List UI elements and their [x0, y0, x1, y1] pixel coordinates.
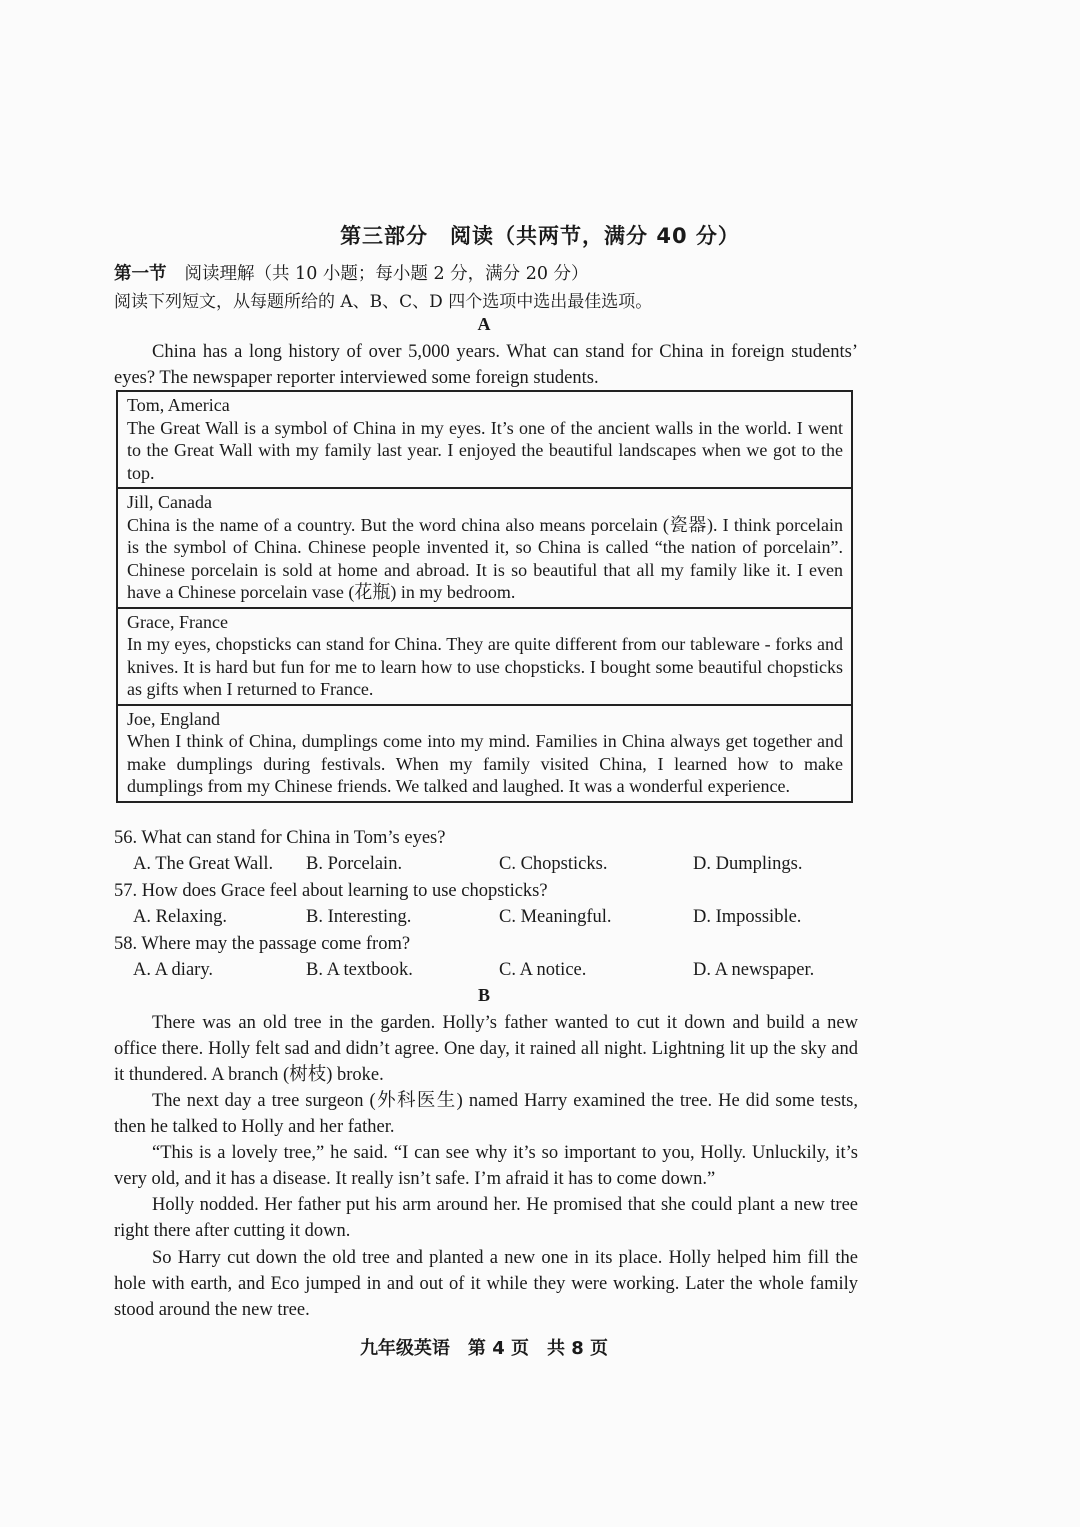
instructions: 阅读下列短文，从每题所给的 A、B、C、D 四个选项中选出最佳选项。 [114, 292, 653, 312]
paragraph-text: So Harry cut down the old tree and planted a new one in its place. Holly helped him fill the hole with earth, and Eco jumped in and out of it while they were working. Later the whole family stood around the new tree. [114, 1248, 858, 1320]
passage-b-paragraph [114, 1245, 858, 1323]
option-b[interactable]: B. A textbook. [306, 960, 413, 980]
passage-b-paragraph [114, 1140, 858, 1192]
passage-b-paragraph [114, 1192, 858, 1244]
paragraph-text: There was an old tree in the garden. Holly’s father wanted to cut it down and build a new office there. Holly felt sad and didn’t agree. One day, it rained all night. Lightning lit up the sky and it thundered. A branch (树枝) broke. [114, 1013, 858, 1085]
option-c[interactable]: C. Meaningful. [499, 907, 612, 927]
section-label: 第一节 [114, 264, 167, 284]
passage-a-intro [114, 339, 858, 391]
option-d[interactable]: D. Dumplings. [693, 854, 803, 874]
option-b[interactable]: B. Interesting. [306, 907, 412, 927]
passage-a-intro-text: China has a long history of over 5,000 years. What can stand for China in foreign students’ eyes? The newspaper reporter interviewed some foreign students. [114, 342, 858, 388]
question-58: 58. Where may the passage come from? [114, 934, 411, 954]
paragraph-text: “This is a lovely tree,” he said. “I can see why it’s so important to you, Holly. Unluckily, it’s very old, and it has a disease. It really isn’t safe. I’m afraid it has to come down.” [114, 1143, 858, 1189]
interview-entry [118, 392, 851, 489]
interviewee-text: China is the name of a country. But the word china also means porcelain (瓷器). I think porcelain is the symbol of China. Chinese people invented it, so China is called “the nation of porcelain”. Chinese porcelain is sold at home and abroad. It is so beautiful that all my family like it. I even have a Chinese porcelain vase (花瓶) in my bedroom. [127, 514, 843, 602]
paragraph-text: The next day a tree surgeon (外科医生) named Harry examined the tree. He did some tests, then he talked to Holly and her father. [114, 1091, 858, 1137]
interviewee-name: Jill, Canada [127, 492, 212, 512]
interviewee-text: When I think of China, dumplings come into my mind. Families in China always get together and make dumplings during festivals. When my family visited China, I learned how to make dumplings from my Chinese friends. We talked and laughed. It was a wonderful experience. [127, 731, 843, 796]
option-b[interactable]: B. Porcelain. [306, 854, 403, 874]
option-a[interactable]: A. A diary. [133, 960, 213, 980]
interviewee-name: Tom, America [127, 395, 230, 415]
passage-a-letter: A [477, 314, 491, 334]
interview-entry [118, 706, 851, 801]
question-56: 56. What can stand for China in Tom’s eyes? [114, 828, 446, 848]
section-heading-text: 阅读理解（共 10 小题；每小题 2 分，满分 20 分） [184, 264, 589, 284]
interviewee-name: Joe, England [127, 708, 220, 729]
interviewee-text: The Great Wall is a symbol of China in my eyes. It’s one of the ancient walls in the world. I went to the Great Wall with my family last year. I enjoyed the beautiful landscapes when we got to the top. [127, 417, 843, 483]
paragraph-text: Holly nodded. Her father put his arm around her. He promised that she could plant a new tree right there after cutting it down. [114, 1195, 858, 1241]
option-a[interactable]: A. Relaxing. [133, 907, 228, 927]
passage-b-paragraph [114, 1010, 858, 1088]
interviewee-name: Grace, France [127, 611, 228, 632]
option-a[interactable]: A. The Great Wall. [133, 854, 274, 874]
option-d[interactable]: D. Impossible. [693, 907, 802, 927]
section-heading [114, 260, 589, 285]
passage-b-letter: B [477, 985, 490, 1005]
interviewee-text: In my eyes, chopsticks can stand for China. They are quite different from our tableware - forks and knives. It is hard but fun for me to learn how to use chopsticks. I bought some beautiful chopsticks as gifts when I returned to France. [127, 634, 843, 699]
passage-b-paragraph [114, 1088, 858, 1140]
interview-entry [118, 489, 851, 609]
option-c[interactable]: C. Chopsticks. [499, 854, 608, 874]
part-title: 第三部分 阅读（共两节，满分 40 分） [340, 224, 740, 248]
interview-entry [118, 609, 851, 706]
page-footer: 九年级英语 第 4 页 共 8 页 [359, 1338, 609, 1359]
option-c[interactable]: C. A notice. [499, 960, 587, 980]
interview-table [116, 390, 853, 803]
option-d[interactable]: D. A newspaper. [693, 960, 815, 980]
question-57: 57. How does Grace feel about learning to use chopsticks? [114, 881, 548, 901]
